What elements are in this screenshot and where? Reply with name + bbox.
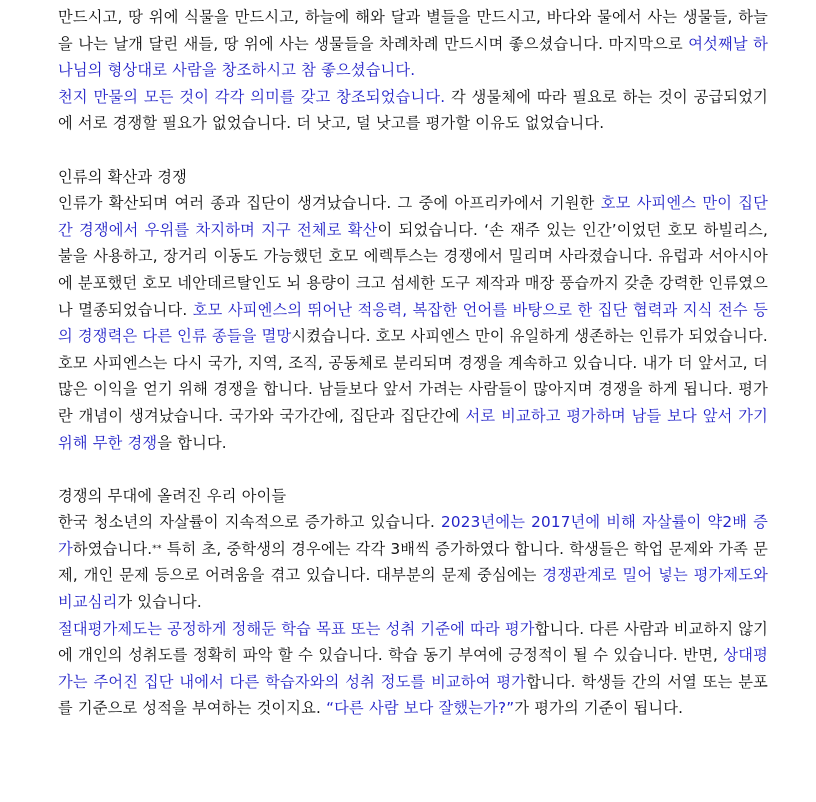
spacer	[58, 137, 768, 164]
text-run: 을 합니다.	[157, 433, 227, 452]
creation-meaning-paragraph	[58, 84, 768, 137]
text-run: 한국 청소년의 자살률이 지속적으로 증가하고 있습니다.	[58, 513, 442, 532]
spacer	[58, 456, 768, 483]
highlighted-text: “다른 사람 보다 잘했는가?”	[326, 699, 515, 718]
footnote-marker: **	[152, 543, 162, 554]
youth-suicide-paragraph	[58, 509, 768, 615]
text-run: 만드시고, 땅 위에 식물을 만드시고, 하늘에 해와 달과 별들을 만드시고, 바다와 물에서 사는 생물들, 하늘을 나는 날개 달린 새들, 땅 위에 사는 생물들을 차례차례 만드시며 좋으셨습니다. 마지막으로	[58, 8, 768, 53]
text-run: 특히 초, 중학생의 경우에는 각각 3배씩 증가하였다 합니다. 학생들은 학업 문제와 가족 문제, 개인 문제 등으로 어려움을 겪고 있습니다. 대부분의 문제 중심에는	[58, 539, 768, 585]
text-run: 합니다. 다른 사람과 비교하지 않기에 개인의 성취도를 정확히 파악 할 수 있습니다. 학습 동기 부여에 긍정적이 될 수 있습니다. 반면,	[58, 619, 768, 665]
highlighted-text: 2023년에는 2017년에 비해 자살률이 약2배 증가	[58, 513, 768, 558]
evaluation-paragraph	[58, 616, 768, 722]
section-heading-human-spread: 인류의 확산과 경쟁	[58, 167, 188, 186]
highlighted-text: 호모 사피엔스의 뛰어난 적응력, 복잡한 언어를 바탕으로 한 집단 협력과 지식 전수 등의 경쟁력은 다른 인류 종들을 멸망	[58, 300, 768, 346]
text-run: 호모 사피엔스는 다시 국가, 지역, 조직, 공동체로 분리되며 경쟁을 계속하고 있습니다. 내가 더 앞서고, 더 많은 이익을 얻기 위해 경쟁을 합니다. 남들보다 앞서 가려는 사람들이 많아지며 경쟁을 하게 됩니다. 평가란 개념이 생겨났습니다. 국가와 국가간에, 집단과 집단간에	[58, 353, 768, 425]
text-run: 가 평가의 기준이 됩니다.	[514, 699, 684, 718]
competition-paragraph	[58, 350, 768, 456]
highlighted-text: 경쟁관계로 밀어 넣는 평가제도와 비교심리	[58, 566, 768, 612]
text-run: 합니다. 학생들 간의 서열 또는 분포를 기준으로 성적을 부여하는 것이지요.	[58, 672, 768, 718]
section-heading-children: 경쟁의 무대에 올려진 우리 아이들	[58, 486, 287, 505]
human-spread-paragraph	[58, 190, 768, 350]
highlighted-text: 절대평가제도는 공정하게 정해둔 학습 목표 또는 성취 기준에 따라 평가	[58, 619, 535, 638]
highlighted-text: 호모 사피엔스 만이 집단 간 경쟁에서 우위를 차지하며 지구 전체로 확산	[58, 194, 768, 239]
text-run: 이 되었습니다. ‘손 재주 있는 인간’이었던 호모 하빌리스, 불을 사용하고, 장거리 이동도 가능했던 호모 에렉투스는 경쟁에서 밀리며 사라졌습니다. 유럽과 서아시아에 분포했던 호모 네안데르탈인도 뇌 용량이 크고 섬세한 도구 제작과 매장 풍습까지 갖춘 강력한 인류였으나 멸종되었습니다.	[58, 220, 768, 319]
text-run: 인류가 확산되며 여러 종과 집단이 생겨났습니다. 그 중에 아프리카에서 기원한	[58, 194, 601, 213]
text-run: 각 생물체에 따라 필요로 하는 것이 공급되었기에 서로 경쟁할 필요가 없었습니다. 더 낫고, 덜 낫고를 평가할 이유도 없었습니다.	[58, 87, 768, 133]
text-run: 하였습니다.	[72, 539, 153, 558]
text-run: 시켰습니다. 호모 사피엔스 만이 유일하게 생존하는 인류가 되었습니다.	[291, 327, 768, 346]
highlighted-text: 상대평가는 주어진 집단 내에서 다른 학습자와의 성취 정도를 비교하여 평가	[58, 646, 768, 691]
creation-paragraph	[58, 4, 768, 84]
highlighted-text: 서로 비교하고 평가하며 남들 보다 앞서 가기 위해 무한 경쟁	[58, 406, 769, 452]
text-run: 가 있습니다.	[117, 593, 202, 612]
highlighted-text: 여섯째날 하나님의 형상대로 사람을 창조하시고 참 좋으셨습니다.	[58, 34, 768, 80]
highlighted-text: 천지 만물의 모든 것이 각각 의미를 갖고 창조되었습니다.	[58, 87, 446, 106]
